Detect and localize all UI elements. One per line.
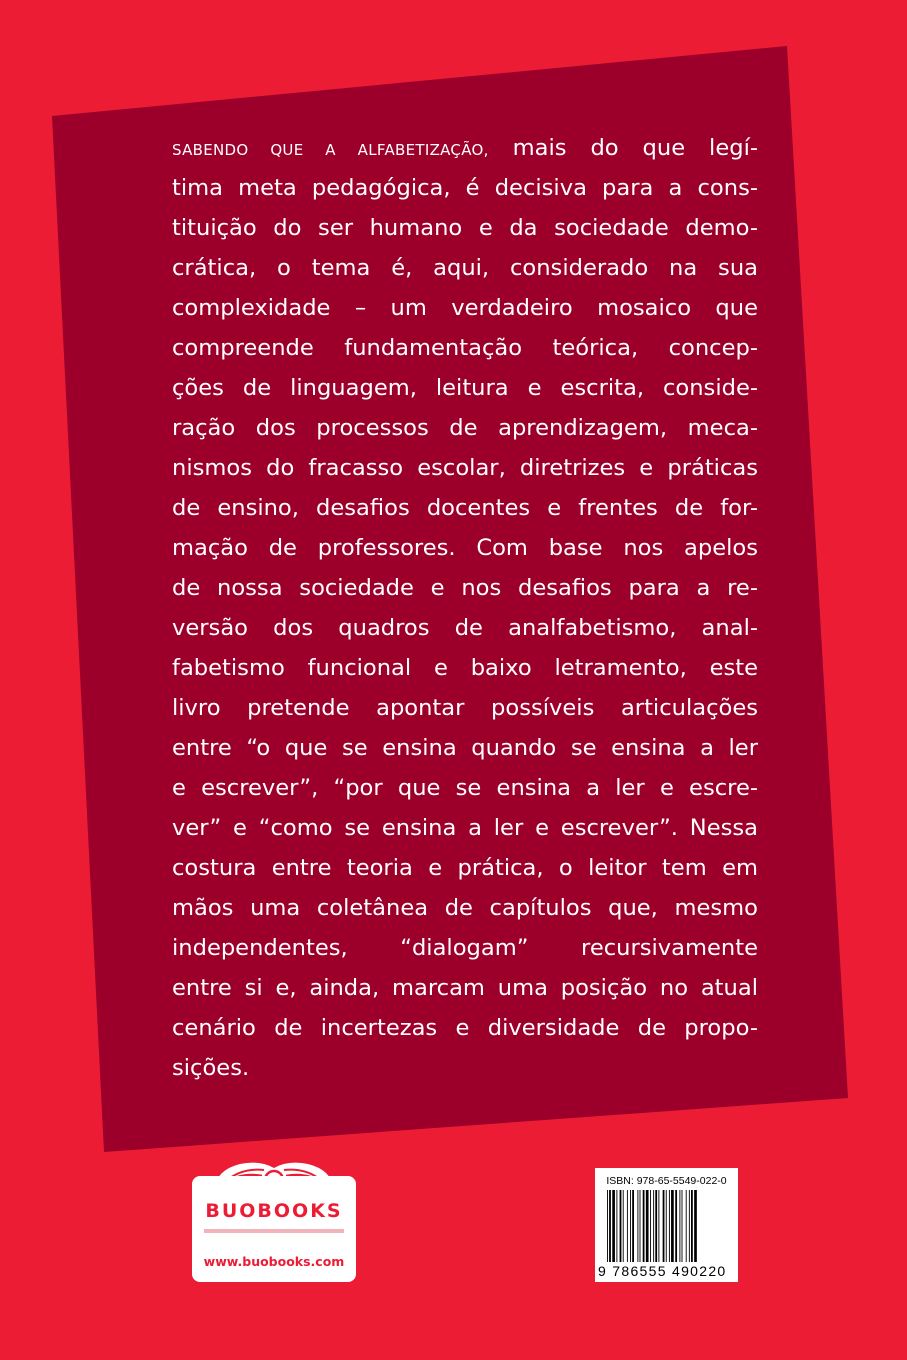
blurb-line-14: fabetismo funcional e baixo letramento, este <box>172 655 758 681</box>
blurb-lead: SABENDO QUE A ALFABETIZAÇÃO, <box>172 141 489 159</box>
blurb-line-7: ções de linguagem, leitura e escrita, conside- <box>172 375 758 401</box>
barcode-bar-26 <box>691 1190 693 1262</box>
barcode-bar-9 <box>637 1190 638 1262</box>
blurb-line-16: entre “o que se ensina quando se ensina a ler <box>172 735 758 761</box>
barcode-bar-21 <box>675 1190 677 1262</box>
barcode-bar-22 <box>679 1190 680 1262</box>
blurb-line-19: costura entre teoria e prática, o leitor tem em <box>172 855 758 881</box>
barcode-bar-19 <box>669 1190 670 1262</box>
barcode-bar-11 <box>643 1190 645 1262</box>
blurb-line-23: cenário de incertezas e diversidade de propo- <box>172 1015 758 1041</box>
barcode-bar-2 <box>612 1190 615 1262</box>
barcode-bar-5 <box>623 1190 624 1262</box>
blurb-line-8: ração dos processos de aprendizagem, meca- <box>172 415 758 441</box>
blurb-line-6: compreende fundamentação teórica, concep- <box>172 335 758 361</box>
isbn-barcode <box>595 1168 738 1282</box>
blurb-line-17: e escrever”, “por que se ensina a ler e escre- <box>172 775 758 801</box>
publisher-tagline-bar <box>204 1228 344 1234</box>
barcode-bar-4 <box>620 1190 622 1262</box>
barcode-bar-3 <box>616 1190 617 1262</box>
barcode-bar-17 <box>663 1190 665 1262</box>
barcode-bar-27 <box>694 1190 697 1262</box>
barcode-bar-16 <box>658 1190 659 1262</box>
barcode-bar-12 <box>646 1190 649 1262</box>
blurb-line-21: independentes, “dialogam” recursivamente <box>172 935 758 961</box>
blurb-line-20: mãos uma coletânea de capítulos que, mesmo <box>172 895 758 921</box>
barcode-bar-13 <box>650 1190 651 1262</box>
barcode-bars <box>605 1190 729 1262</box>
blurb-line-15: livro pretende apontar possíveis articulações <box>172 695 758 721</box>
blurb-line-12: de nossa sociedade e nos desafios para a re- <box>172 575 758 601</box>
barcode-bar-25 <box>689 1190 690 1262</box>
blurb-line-22: entre si e, ainda, marcam uma posição no atual <box>172 975 758 1001</box>
isbn-label: ISBN: 978-65-5549-022-0 <box>606 1175 727 1187</box>
blurb-line-11: mação de professores. Com base nos apelos <box>172 535 758 561</box>
blurb-line-2: tima meta pedagógica, é decisiva para a cons- <box>172 175 758 201</box>
publisher-name: BUOBOOKS <box>205 1200 343 1222</box>
barcode-bar-7 <box>630 1190 631 1262</box>
barcode-bar-0 <box>607 1190 608 1262</box>
publisher-url: www.buobooks.com <box>203 1254 345 1269</box>
blurb-line-1-rest: mais do que legí- <box>512 135 758 161</box>
blurb-line-18: ver” e “como se ensina a ler e escrever”. Nessa <box>172 815 758 841</box>
barcode-bar-24 <box>686 1190 687 1262</box>
blurb-line-10: de ensino, desafios docentes e frentes de for- <box>172 495 758 521</box>
blurb-line-3: tituição do ser humano e da sociedade demo- <box>172 215 758 241</box>
barcode-bar-15 <box>655 1190 657 1262</box>
barcode-bar-20 <box>671 1190 674 1262</box>
barcode-digits: 9 786555 490220 <box>598 1263 727 1279</box>
barcode-bar-10 <box>640 1190 641 1262</box>
blurb-line-24: sições. <box>172 1055 250 1081</box>
blurb-line-9: nismos do fracasso escolar, diretrizes e práticas <box>172 455 758 481</box>
blurb-line-5: complexidade – um verdadeiro mosaico que <box>172 295 758 321</box>
barcode-bar-1 <box>609 1190 611 1262</box>
barcode-bar-14 <box>653 1190 654 1262</box>
barcode-bar-6 <box>627 1190 628 1262</box>
barcode-bar-23 <box>682 1190 683 1262</box>
blurb-line-13: versão dos quadros de analfabetismo, anal- <box>172 615 758 641</box>
blurb-line-4: crática, o tema é, aqui, considerado na sua <box>172 255 758 281</box>
back-cover-blurb <box>172 128 758 1088</box>
barcode-bar-8 <box>632 1190 634 1262</box>
barcode-bar-18 <box>666 1190 667 1262</box>
blurb-line-1 <box>172 128 758 168</box>
